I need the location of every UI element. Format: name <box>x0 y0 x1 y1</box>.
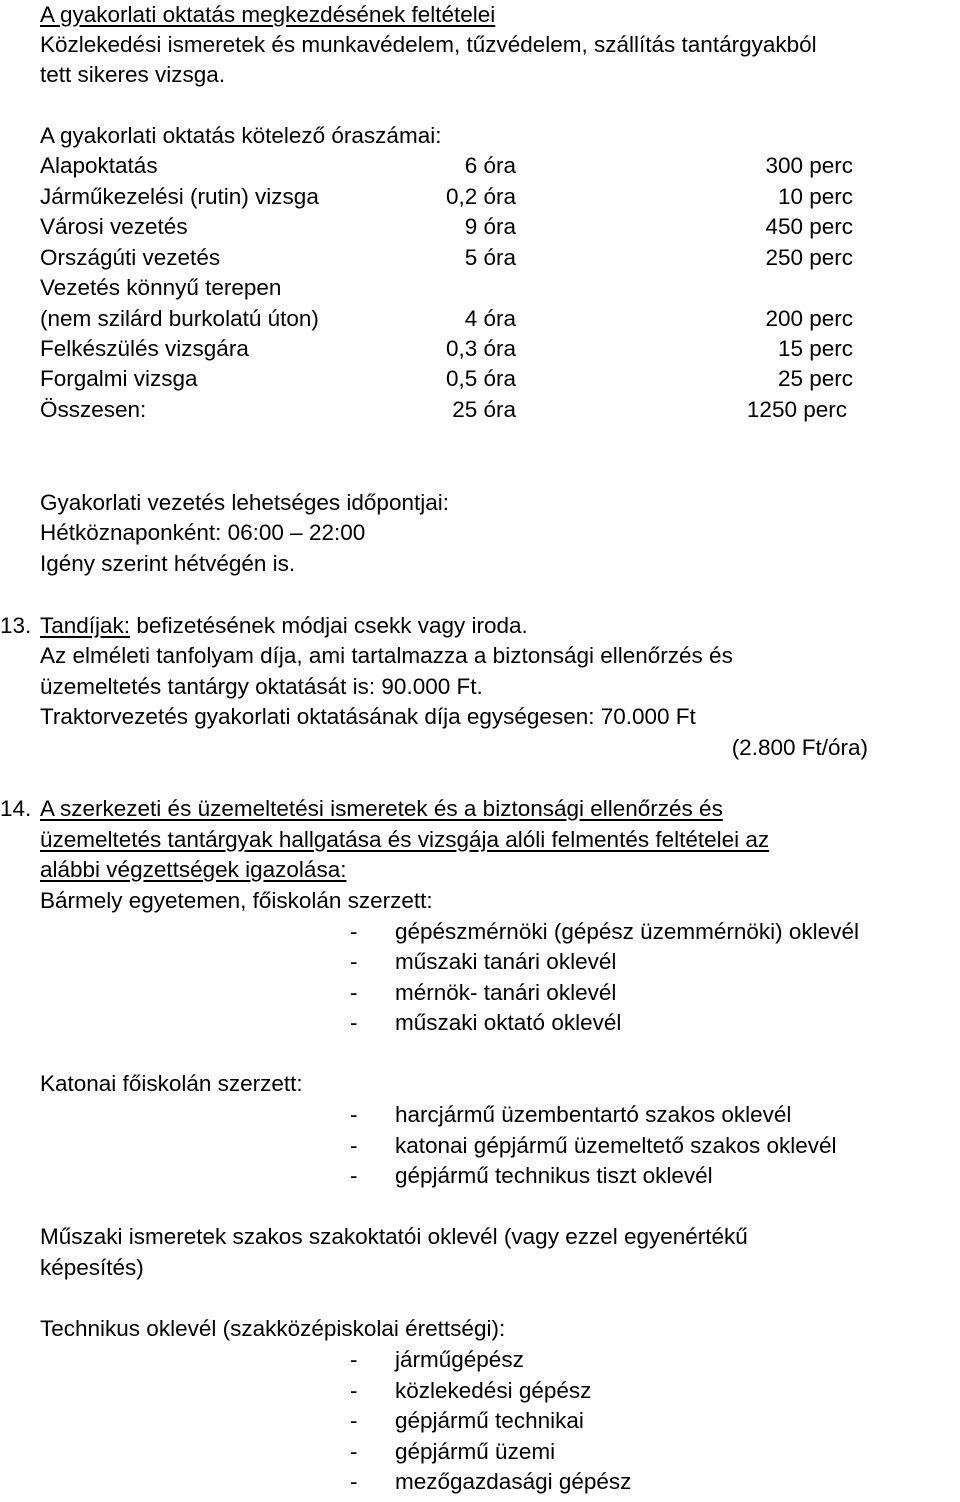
list-dash: - <box>350 1469 358 1494</box>
list-dash: - <box>350 919 358 944</box>
list-dash: - <box>350 1408 358 1433</box>
hours-row-label: Járműkezelési (rutin) vizsga <box>40 184 319 209</box>
schedule-title: Gyakorlati vezetés lehetséges időpontjai: <box>40 490 449 515</box>
hours-row-hours: 0,3 óra <box>445 336 516 361</box>
section-14-number: 14. <box>0 796 32 821</box>
section-13-number: 13. <box>0 613 32 638</box>
hours-row-hours: 6 óra <box>464 153 516 178</box>
hours-row-hours: 4 óra <box>464 306 516 331</box>
hours-total-hours: 25 óra <box>452 397 516 422</box>
list-item: mérnök- tanári oklevél <box>395 980 617 1005</box>
hours-row-label: Országúti vezetés <box>40 245 221 270</box>
hours-row-label: Városi vezetés <box>40 214 188 239</box>
list-dash: - <box>350 980 358 1005</box>
list-dash: - <box>350 1439 358 1464</box>
list-dash: - <box>350 1163 358 1188</box>
technical-teacher-line-1: Műszaki ismeretek szakos szakoktatói oklevél (vagy ezzel egyenértékű <box>40 1224 748 1249</box>
fees-line-3: Traktorvezetés gyakorlati oktatásának díja egységesen: 70.000 Ft <box>40 704 696 729</box>
technical-teacher-line-2: képesítés) <box>40 1255 144 1280</box>
list-item: gépjármű üzemi <box>395 1439 556 1464</box>
hours-row-minutes: 300 perc <box>765 153 853 178</box>
hours-title: A gyakorlati oktatás kötelező óraszámai: <box>40 123 442 148</box>
schedule-weekdays: Hétköznaponként: 06:00 – 22:00 <box>40 520 366 545</box>
hours-row-minutes: 25 perc <box>777 366 853 391</box>
fees-line-2: üzemeltetés tantárgy oktatását is: 90.000 Ft. <box>40 674 483 699</box>
hours-row-label: Felkészülés vizsgára <box>40 336 249 361</box>
hours-row-minutes: 450 perc <box>765 214 853 239</box>
list-item: közlekedési gépész <box>395 1378 592 1403</box>
list-dash: - <box>350 1378 358 1403</box>
university-title: Bármely egyetemen, főiskolán szerzett: <box>40 888 433 913</box>
prereq-line-2: tett sikeres vizsga. <box>40 62 226 87</box>
hours-row-hours: 9 óra <box>464 214 516 239</box>
technician-title: Technikus oklevél (szakközépiskolai érettségi): <box>40 1316 506 1341</box>
fees-line-1: Az elméleti tanfolyam díja, ami tartalmazza a biztonsági ellenőrzés és <box>40 643 733 668</box>
hours-row-minutes: 250 perc <box>765 245 853 270</box>
fees-line-4: (2.800 Ft/óra) <box>731 735 868 760</box>
fees-heading-rest: befizetésének módjai csekk vagy iroda. <box>130 613 528 638</box>
prereq-heading: A gyakorlati oktatás megkezdésének feltételei <box>40 2 496 27</box>
list-item: gépészmérnöki (gépész üzemmérnöki) oklevél <box>395 919 859 944</box>
list-dash: - <box>350 949 358 974</box>
exemption-heading-1: A szerkezeti és üzemeltetési ismeretek és a biztonsági ellenőrzés és <box>40 796 723 821</box>
list-item: harcjármű üzembentartó szakos oklevél <box>395 1102 792 1127</box>
hours-row-minutes: 15 perc <box>777 336 853 361</box>
hours-total-label: Összesen: <box>40 397 147 422</box>
prereq-line-1: Közlekedési ismeretek és munkavédelem, tűzvédelem, szállítás tantárgyakból <box>40 32 817 57</box>
list-dash: - <box>350 1347 358 1372</box>
list-item: gépjármű technikai <box>395 1408 584 1433</box>
list-item: katonai gépjármű üzemeltető szakos oklevél <box>395 1133 837 1158</box>
hours-row-minutes: 10 perc <box>777 184 853 209</box>
list-item: műszaki oktató oklevél <box>395 1010 622 1035</box>
list-dash: - <box>350 1102 358 1127</box>
fees-heading-line <box>40 611 528 641</box>
hours-row-label: Alapoktatás <box>40 153 158 178</box>
list-item: műszaki tanári oklevél <box>395 949 617 974</box>
military-title: Katonai főiskolán szerzett: <box>40 1071 303 1096</box>
hours-row-hours: 5 óra <box>464 245 516 270</box>
hours-row-label: Vezetés könnyű terepen <box>40 275 282 300</box>
hours-row-hours: 0,5 óra <box>445 366 516 391</box>
list-item: gépjármű technikus tiszt oklevél <box>395 1163 713 1188</box>
hours-row-hours: 0,2 óra <box>445 184 516 209</box>
hours-row-minutes: 200 perc <box>765 306 853 331</box>
list-item: mezőgazdasági gépész <box>395 1469 632 1494</box>
hours-row-label: (nem szilárd burkolatú úton) <box>40 306 319 331</box>
list-dash: - <box>350 1010 358 1035</box>
hours-total-minutes: 1250 perc <box>746 397 847 422</box>
hours-row-label: Forgalmi vizsga <box>40 366 198 391</box>
exemption-heading-3: alábbi végzettségek igazolása: <box>40 857 347 882</box>
list-item: járműgépész <box>395 1347 524 1372</box>
exemption-heading-2: üzemeltetés tantárgyak hallgatása és vizsgája alóli felmentés feltételei az <box>40 827 770 852</box>
list-dash: - <box>350 1133 358 1158</box>
schedule-weekend: Igény szerint hétvégén is. <box>40 551 296 576</box>
fees-heading: Tandíjak: <box>40 613 131 638</box>
